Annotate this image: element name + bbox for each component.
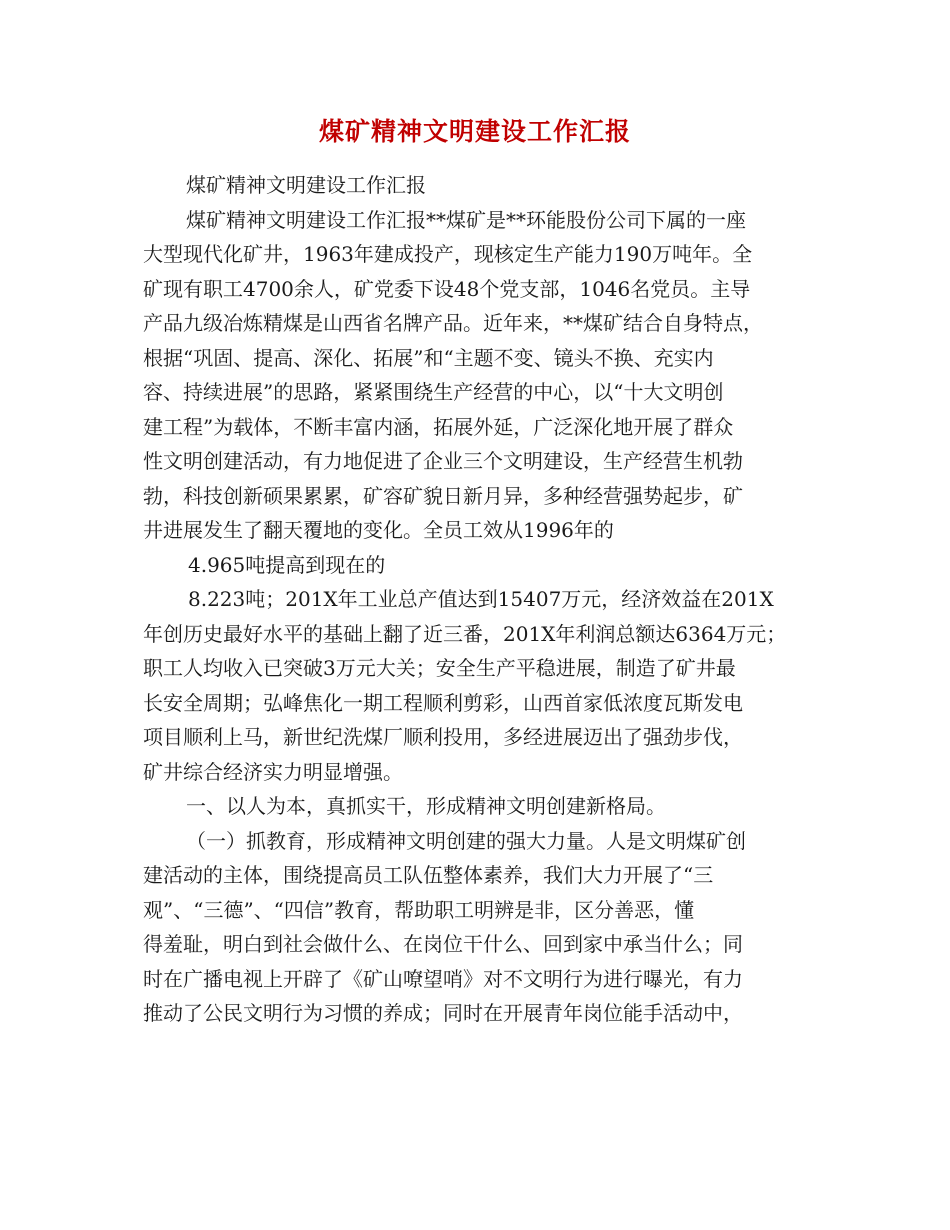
paragraph-line: 产品九级冶炼精煤是山西省名牌产品。近年来，**煤矿结合自身特点， [143, 311, 763, 335]
paragraph-line: 项目顺利上马，新世纪洗煤厂顺利投用，多经进展迈出了强劲步伐， [143, 725, 743, 749]
subtitle-line: 煤矿精神文明建设工作汇报 [186, 173, 426, 197]
paragraph-line: 根据“巩固、提高、深化、拓展”和“主题不变、镜头不换、充实内 [143, 345, 714, 370]
paragraph-line: 建活动的主体，围绕提高员工队伍整体素养，我们大力开展了“三 [143, 863, 714, 887]
paragraph-line: 建工程”为载体，不断丰富内涵，拓展外延，广泛深化地开展了群众 [143, 414, 734, 439]
document-title: 煤矿精神文明建设工作汇报 [318, 117, 631, 146]
paragraph-line: 长安全周期；弘峰焦化一期工程顺利剪彩，山西首家低浓度瓦斯发电 [143, 690, 743, 715]
paragraph-line: 观”、“三德”、“四信”教育，帮助职工明辨是非，区分善恶，懂 [143, 897, 695, 922]
paragraph-line: 矿现有职工4700余人，矿党委下设48个党支部，1046名党员。主导 [143, 276, 751, 301]
paragraph-line: 4.965吨提高到现在的 [188, 552, 386, 577]
paragraph-line: 井进展发生了翻天覆地的变化。全员工效从1996年的 [143, 518, 614, 542]
paragraph-line: 8.223吨；201X年工业总产值达到15407万元，经济效益在201X [188, 587, 774, 611]
paragraph-line: 推动了公民文明行为习惯的养成；同时在开展青年岗位能手活动中， [143, 1001, 743, 1025]
paragraph-line: 职工人均收入已突破3万元大关；安全生产平稳进展，制造了矿井最 [143, 656, 736, 680]
paragraph-line: 容、持续进展”的思路，紧紧围绕生产经营的中心，以“十大文明创 [143, 380, 724, 404]
paragraph-line: 煤矿精神文明建设工作汇报**煤矿是**环能股份公司下属的一座 [186, 207, 746, 232]
paragraph-line: 性文明创建活动，有力地促进了企业三个文明建设，生产经营生机勃 [143, 449, 743, 473]
paragraph-line: 年创历史最好水平的基础上翻了近三番，201X年利润总额达6364万元； [143, 621, 787, 646]
paragraph-line: 大型现代化矿井，1963年建成投产，现核定生产能力190万吨年。全 [143, 242, 753, 266]
paragraph-line: 时在广播电视上开辟了《矿山嘹望哨》对不文明行为进行曝光，有力 [143, 966, 743, 991]
paragraph-line: 得羞耻，明白到社会做什么、在岗位干什么、回到家中承当什么；同 [143, 932, 743, 956]
document-body [143, 168, 808, 1031]
paragraph-line: （一）抓教育，形成精神文明创建的强大力量。人是文明煤矿创 [186, 828, 746, 853]
section-heading: 一、以人为本，真抓实干，形成精神文明创建新格局。 [186, 794, 666, 818]
paragraph-line: 勃，科技创新硕果累累，矿容矿貌日新月异，多种经营强势起步，矿 [143, 483, 743, 508]
paragraph-line: 矿井综合经济实力明显增强。 [143, 759, 403, 784]
